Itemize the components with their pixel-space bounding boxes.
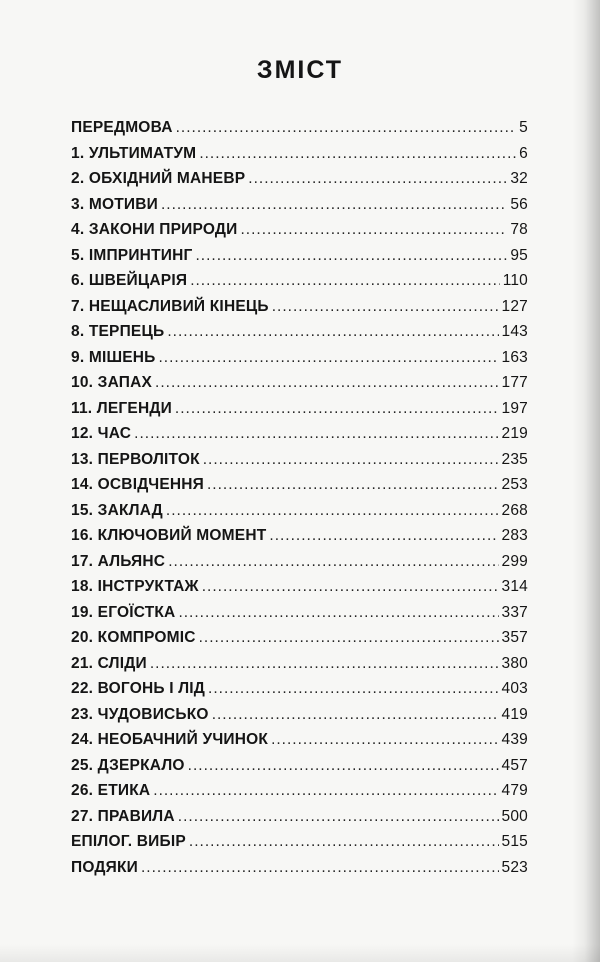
toc-entry-title: 17. АЛЬЯНС bbox=[71, 552, 166, 570]
toc-entry bbox=[71, 349, 528, 375]
toc-entry-page: 357 bbox=[501, 629, 528, 646]
dot-leader bbox=[189, 833, 499, 851]
toc-entry-page: 235 bbox=[501, 450, 528, 468]
toc-entry-page: 299 bbox=[501, 552, 528, 570]
toc-entry bbox=[71, 221, 528, 247]
dot-leader bbox=[188, 757, 499, 775]
toc-entry-title: 21. СЛІДИ bbox=[71, 654, 147, 672]
toc-entry bbox=[71, 527, 528, 553]
toc-entry bbox=[71, 298, 528, 324]
dot-leader bbox=[208, 680, 498, 698]
toc-entry bbox=[71, 323, 528, 349]
toc-entry-page: 78 bbox=[510, 221, 528, 238]
toc-entry bbox=[71, 629, 528, 655]
toc-entry bbox=[71, 604, 528, 630]
dot-leader bbox=[272, 298, 499, 316]
page-edge-shadow bbox=[572, 0, 600, 962]
toc-entry-page: 380 bbox=[501, 654, 528, 672]
toc-entry bbox=[71, 119, 528, 145]
toc-entry-title: 14. ОСВІДЧЕННЯ bbox=[71, 476, 204, 493]
dot-leader bbox=[190, 272, 500, 290]
toc-entry-page: 403 bbox=[501, 680, 528, 697]
dot-leader bbox=[150, 655, 499, 673]
toc-entry-title: 18. ІНСТРУКТАЖ bbox=[71, 578, 199, 595]
toc-entry-page: 127 bbox=[501, 297, 528, 315]
toc-entry-title: ПОДЯКИ bbox=[71, 858, 138, 876]
toc-entry-title: ПЕРЕДМОВА bbox=[71, 119, 173, 136]
toc-entry bbox=[71, 247, 528, 273]
page-title: ЗМІСТ bbox=[256, 56, 344, 84]
toc-entry-title: 9. МІШЕНЬ bbox=[71, 348, 156, 366]
toc-entry-title: 19. ЕГОЇСТКА bbox=[71, 603, 176, 621]
dot-leader bbox=[155, 374, 499, 392]
toc-entry-title: 13. ПЕРВОЛІТОК bbox=[71, 450, 200, 468]
dot-leader bbox=[203, 451, 499, 469]
toc-entry-title: 1. УЛЬТИМАТУМ bbox=[71, 144, 197, 162]
toc-entry-title: 7. НЕЩАСЛИВИЙ КІНЕЦЬ bbox=[71, 297, 269, 315]
toc-entry-page: 177 bbox=[501, 374, 528, 391]
toc-entry bbox=[71, 400, 528, 426]
dot-leader bbox=[202, 578, 499, 596]
toc-entry bbox=[71, 808, 528, 834]
toc-entry-title: 24. НЕОБАЧНИЙ УЧИНОК bbox=[71, 731, 269, 748]
toc-entry-page: 523 bbox=[501, 858, 528, 876]
toc-entry bbox=[71, 578, 528, 604]
dot-leader bbox=[175, 400, 499, 418]
toc-entry-page: 268 bbox=[501, 501, 528, 519]
dot-leader bbox=[134, 425, 498, 443]
toc-entry bbox=[71, 502, 528, 528]
dot-leader bbox=[248, 170, 507, 188]
toc-entry-title: 6. ШВЕЙЦАРІЯ bbox=[71, 272, 188, 289]
toc-entry-title: 23. ЧУДОВИСЬКО bbox=[71, 705, 209, 723]
dot-leader bbox=[195, 247, 507, 265]
toc-entry bbox=[71, 451, 528, 477]
toc-entry-title: 16. КЛЮЧОВИЙ МОМЕНТ bbox=[71, 527, 267, 544]
dot-leader bbox=[271, 731, 498, 749]
toc-entry-title: 3. МОТИВИ bbox=[71, 195, 158, 213]
toc-entry-title: 15. ЗАКЛАД bbox=[71, 501, 163, 519]
toc-entry-title: 10. ЗАПАХ bbox=[71, 374, 153, 391]
toc-entry-title: 27. ПРАВИЛА bbox=[71, 807, 175, 825]
dot-leader bbox=[159, 349, 499, 367]
dot-leader bbox=[153, 782, 498, 800]
toc-entry-page: 110 bbox=[502, 272, 528, 289]
toc-entry-title: 5. ІМПРИНТИНГ bbox=[71, 246, 193, 264]
dot-leader bbox=[178, 604, 498, 622]
toc-entry-page: 457 bbox=[501, 756, 528, 774]
table-of-contents bbox=[71, 119, 528, 884]
toc-entry-title: ЕПІЛОГ. ВИБІР bbox=[71, 833, 186, 850]
dot-leader bbox=[176, 119, 517, 137]
toc-entry-page: 56 bbox=[510, 195, 528, 213]
page-bottom-shadow bbox=[0, 944, 600, 962]
toc-entry bbox=[71, 553, 528, 579]
dot-leader bbox=[199, 145, 516, 163]
toc-entry-title: 20. КОМПРОМІС bbox=[71, 629, 196, 646]
dot-leader bbox=[269, 527, 498, 545]
toc-entry bbox=[71, 731, 528, 757]
toc-entry bbox=[71, 425, 528, 451]
toc-entry bbox=[71, 706, 528, 732]
toc-entry bbox=[71, 680, 528, 706]
dot-leader bbox=[168, 553, 498, 571]
toc-entry-title: 4. ЗАКОНИ ПРИРОДИ bbox=[71, 221, 238, 238]
toc-entry bbox=[71, 833, 528, 859]
toc-entry-page: 439 bbox=[501, 731, 528, 748]
toc-entry-page: 5 bbox=[519, 119, 528, 136]
toc-entry-page: 500 bbox=[501, 807, 528, 825]
toc-entry-title: 8. ТЕРПЕЦЬ bbox=[71, 323, 165, 340]
toc-entry-page: 219 bbox=[501, 425, 528, 442]
toc-entry-title: 12. ЧАС bbox=[71, 425, 132, 442]
toc-entry bbox=[71, 196, 528, 222]
toc-entry bbox=[71, 170, 528, 196]
toc-entry bbox=[71, 757, 528, 783]
toc-entry-page: 32 bbox=[510, 170, 528, 187]
toc-entry-page: 283 bbox=[501, 527, 528, 544]
toc-entry-title: 26. ЕТИКА bbox=[71, 782, 151, 799]
dot-leader bbox=[166, 502, 499, 520]
dot-leader bbox=[240, 221, 507, 239]
toc-entry bbox=[71, 145, 528, 171]
toc-entry bbox=[71, 272, 528, 298]
toc-entry-title: 25. ДЗЕРКАЛО bbox=[71, 756, 185, 774]
toc-entry-title: 22. ВОГОНЬ І ЛІД bbox=[71, 680, 206, 697]
toc-entry-page: 6 bbox=[519, 144, 528, 162]
toc-entry-page: 253 bbox=[501, 476, 528, 493]
toc-entry-page: 95 bbox=[510, 246, 528, 264]
dot-leader bbox=[167, 323, 498, 341]
toc-entry bbox=[71, 655, 528, 681]
dot-leader bbox=[178, 808, 499, 826]
toc-entry-title: 2. ОБХІДНИЙ МАНЕВР bbox=[71, 170, 246, 187]
dot-leader bbox=[141, 859, 499, 877]
toc-entry-page: 197 bbox=[501, 399, 528, 417]
toc-entry bbox=[71, 782, 528, 808]
toc-entry bbox=[71, 476, 528, 502]
toc-entry-page: 479 bbox=[501, 782, 528, 799]
toc-entry-page: 419 bbox=[501, 705, 528, 723]
toc-entry-page: 515 bbox=[501, 833, 528, 850]
dot-leader bbox=[207, 476, 499, 494]
toc-entry-page: 314 bbox=[501, 578, 528, 595]
toc-entry-page: 163 bbox=[501, 348, 528, 366]
toc-entry-title: 11. ЛЕГЕНДИ bbox=[71, 399, 172, 417]
dot-leader bbox=[199, 629, 499, 647]
toc-entry-page: 143 bbox=[501, 323, 528, 340]
toc-entry bbox=[71, 374, 528, 400]
toc-entry bbox=[71, 859, 528, 885]
dot-leader bbox=[161, 196, 507, 214]
toc-entry-page: 337 bbox=[501, 603, 528, 621]
dot-leader bbox=[212, 706, 499, 724]
